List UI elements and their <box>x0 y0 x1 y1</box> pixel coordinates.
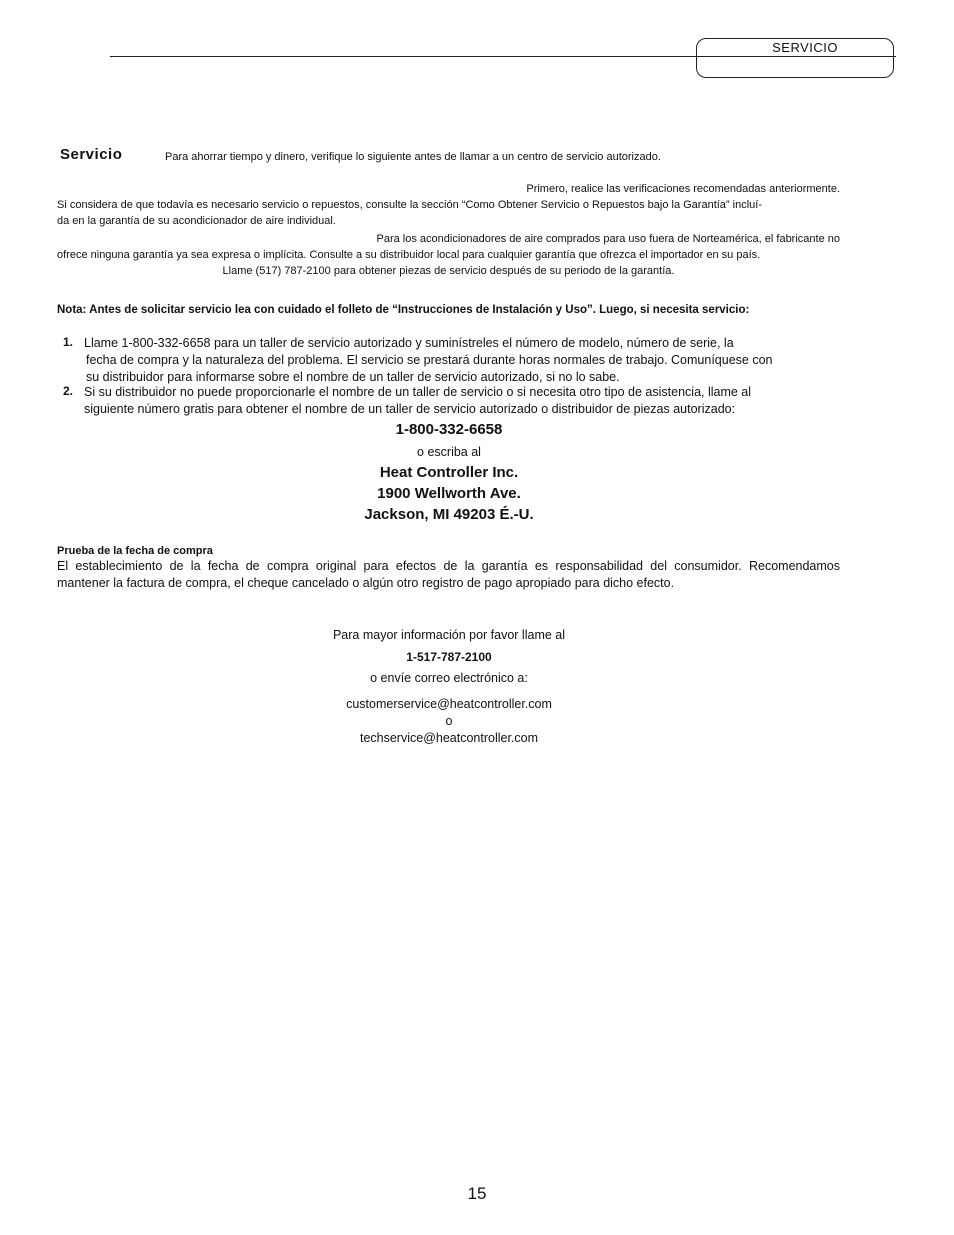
header-tab-label: SERVICIO <box>772 40 838 55</box>
proof-heading: Prueba de la fecha de compra <box>57 545 213 557</box>
step-1-line-1: Llame 1-800-332-6658 para un taller de servicio autorizado y suminístreles el número de modelo, número de serie, la <box>84 336 734 350</box>
step-1-line-2: fecha de compra y la naturaleza del problema. El servicio se prestará durante horas normales de trabajo. Comuníquese con <box>86 353 773 367</box>
step-2-number: 2. <box>63 384 74 398</box>
info-email-prompt: o envíe correo electrónico a: <box>370 671 528 685</box>
service-block-2-line-2: ofrece ninguna garantía ya sea expresa o implícita. Consulte a su distribuidor local para cualquier garantía que ofrezca el importador en su país. <box>57 249 761 261</box>
info-call-label: Para mayor información por favor llame al <box>332 628 566 642</box>
email-customer-service-link[interactable]: customerservice@heatcontroller.com <box>346 697 552 711</box>
step-2-line-1: Si su distribuidor no puede proporcionarle el nombre de un taller de servicio o si necesita otro tipo de asistencia, llame al <box>84 385 752 399</box>
step-2-line-2: siguiente número gratis para obtener el nombre de un taller de servicio autorizado o distribuidor de piezas autorizado: <box>84 402 736 416</box>
info-phone: 1-517-787-2100 <box>406 650 492 664</box>
step-1-text <box>84 335 844 386</box>
step-1-number: 1. <box>63 335 74 349</box>
or-write-label: o escriba al <box>417 445 481 459</box>
info-emails <box>0 696 898 747</box>
email-tech-service-link[interactable]: techservice@heatcontroller.com <box>359 731 539 745</box>
header-tab <box>696 38 894 78</box>
mailing-address <box>0 462 898 525</box>
service-block-1 <box>57 181 840 229</box>
proof-text <box>57 558 840 592</box>
section-intro: Para ahorrar tiempo y dinero, verifique lo siguiente antes de llamar a un centro de servicio autorizado. <box>165 151 661 163</box>
step-2-text <box>84 384 844 418</box>
service-block-1-line-3: da en la garantía de su acondicionador de aire individual. <box>57 215 336 227</box>
service-block-2-line-1: Para los acondicionadores de aire comprados para uso fuera de Norteamérica, el fabricante no <box>376 233 840 245</box>
service-block-1-line-1: Primero, realice las verificaciones recomendadas anteriormente. <box>526 183 840 195</box>
address-street: 1900 Wellworth Ave. <box>377 485 521 502</box>
service-block-2-line-3: Llame (517) 787-2100 para obtener piezas de servicio después de su periodo de la garantía. <box>222 265 675 277</box>
address-city: Jackson, MI 49203 É.-U. <box>364 506 534 523</box>
step-1-line-3: su distribuidor para informarse sobre el nombre de un taller de servicio autorizado, si no lo sabe. <box>86 370 620 384</box>
service-phone: 1-800-332-6658 <box>395 421 503 438</box>
proof-line-1: El establecimiento de la fecha de compra original para efectos de la garantía es responsabilidad del consumidor. Recomendamos <box>57 559 840 573</box>
service-block-1-line-2: Si considera de que todavía es necesario servicio o repuestos, consulte la sección “Como Obtener Servicio o Repuestos bajo la Garantía” incluí- <box>57 199 762 211</box>
address-company: Heat Controller Inc. <box>379 464 519 481</box>
section-title: Servicio <box>60 146 123 163</box>
page-number: 15 <box>467 1184 487 1203</box>
service-note: Nota: Antes de solicitar servicio lea con cuidado el folleto de “Instrucciones de Instalación y Uso”. Luego, si necesita servicio: <box>57 304 750 316</box>
proof-line-2: mantener la factura de compra, el cheque cancelado o algún otro registro de pago apropiado para dicho efecto. <box>57 576 675 590</box>
service-block-2 <box>57 231 840 279</box>
email-or-label: o <box>445 714 453 728</box>
